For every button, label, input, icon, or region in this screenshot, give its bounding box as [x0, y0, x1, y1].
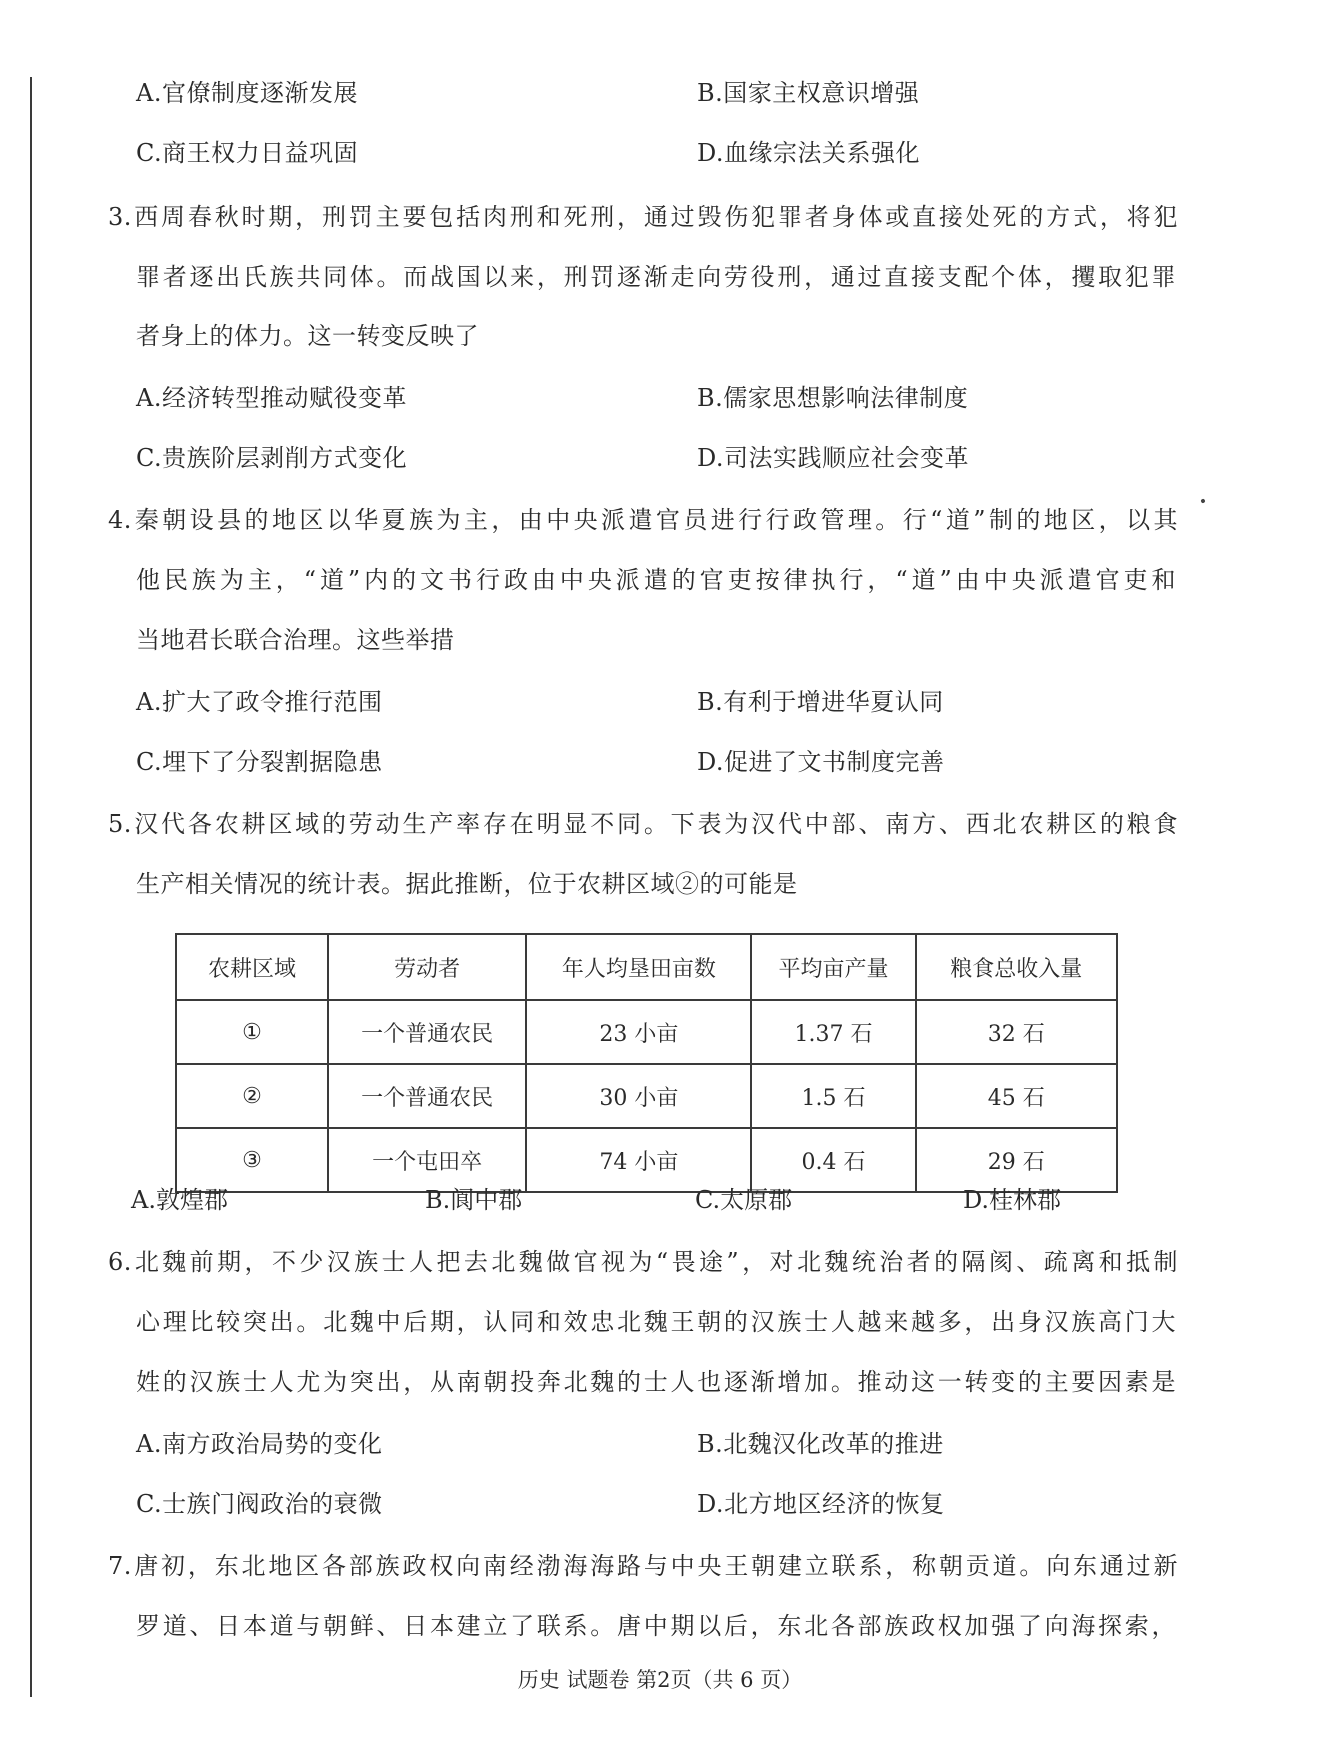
q7-stem-line-2: 罗道、日本道与朝鲜、日本建立了联系。唐中期以后，东北各部族政权加强了向海探索，: [136, 1612, 1176, 1640]
q4-option-c: C.埋下了分裂割据隐患: [136, 748, 383, 776]
q5-option-c: C.太原郡: [695, 1186, 793, 1214]
q3-option-b: B.儒家思想影响法律制度: [697, 384, 969, 412]
q4-stem-line-1: 4.秦朝设县的地区以华夏族为主，由中央派遣官员进行行政管理。行“道”制的地区，以其: [108, 506, 1178, 534]
table-cell: 一个屯田卒: [328, 1128, 526, 1192]
table-cell: 1.37 石: [751, 1000, 915, 1064]
q5-option-b: B.阆中郡: [425, 1186, 523, 1214]
q6-stem-line-3: 姓的汉族士人尤为突出，从南朝投奔北魏的士人也逐渐增加。推动这一转变的主要因素是: [136, 1368, 1176, 1396]
q2-option-d: D.血缘宗法关系强化: [697, 139, 921, 167]
table-cell: 0.4 石: [751, 1128, 915, 1192]
scan-speck: [1200, 498, 1205, 503]
q3-option-a: A.经济转型推动赋役变革: [136, 384, 407, 412]
table-cell: ②: [176, 1064, 328, 1128]
q2-option-c: C.商王权力日益巩固: [136, 139, 359, 167]
table-header-row: [176, 934, 1117, 1000]
q5-option-a: A.敦煌郡: [131, 1186, 228, 1214]
table-cell: ①: [176, 1000, 328, 1064]
q2-option-a: A.官僚制度逐渐发展: [136, 79, 358, 107]
q4-option-a: A.扩大了政令推行范围: [136, 688, 383, 716]
q4-stem-line-3: 当地君长联合治理。这些举措: [136, 626, 455, 654]
table-cell: 74 小亩: [526, 1128, 751, 1192]
table-cell: 45 石: [916, 1064, 1117, 1128]
table-header-cell: 年人均垦田亩数: [526, 934, 751, 1000]
table-row: [176, 1064, 1117, 1128]
binding-margin-line: [30, 77, 32, 1697]
q3-stem-line-1: 3.西周春秋时期，刑罚主要包括肉刑和死刑，通过毁伤犯罪者身体或直接处死的方式，将犯: [108, 203, 1178, 231]
table-header-cell: 劳动者: [328, 934, 526, 1000]
q6-option-a: A.南方政治局势的变化: [136, 1430, 383, 1458]
q7-stem-line-1: 7.唐初，东北地区各部族政权向南经渤海海路与中央王朝建立联系，称朝贡道。向东通过新: [108, 1552, 1178, 1580]
table-cell: 29 石: [916, 1128, 1117, 1192]
page-footer: 历史 试题卷 第2页（共 6 页）: [517, 1668, 803, 1692]
q3-option-c: C.贵族阶层剥削方式变化: [136, 444, 408, 472]
q2-option-b: B.国家主权意识增强: [697, 79, 920, 107]
q4-option-d: D.促进了文书制度完善: [697, 748, 945, 776]
q4-option-b: B.有利于增进华夏认同: [697, 688, 944, 716]
q3-option-d: D.司法实践顺应社会变革: [697, 444, 970, 472]
grain-production-table: [175, 933, 1118, 1193]
table-header-cell: 平均亩产量: [751, 934, 915, 1000]
table-cell: 30 小亩: [526, 1064, 751, 1128]
q3-stem-line-3: 者身上的体力。这一转变反映了: [136, 322, 479, 350]
q6-option-b: B.北魏汉化改革的推进: [697, 1430, 944, 1458]
q6-stem-line-1: 6.北魏前期，不少汉族士人把去北魏做官视为“畏途”，对北魏统治者的隔阂、疏离和抵制: [108, 1248, 1178, 1276]
table-cell: 1.5 石: [751, 1064, 915, 1128]
q4-stem-line-2: 他民族为主，“道”内的文书行政由中央派遣的官吏按律执行，“道”由中央派遣官吏和: [136, 566, 1176, 594]
table-cell: ③: [176, 1128, 328, 1192]
q5-option-d: D.桂林郡: [963, 1186, 1062, 1214]
q5-stem-line-1: 5.汉代各农耕区域的劳动生产率存在明显不同。下表为汉代中部、南方、西北农耕区的粮食: [108, 810, 1178, 838]
table-header-cell: 粮食总收入量: [916, 934, 1117, 1000]
table-cell: 一个普通农民: [328, 1064, 526, 1128]
table-row: [176, 1000, 1117, 1064]
table-header-cell: 农耕区域: [176, 934, 328, 1000]
q6-option-d: D.北方地区经济的恢复: [697, 1490, 945, 1518]
table-cell: 32 石: [916, 1000, 1117, 1064]
q6-option-c: C.士族门阀政治的衰微: [136, 1490, 383, 1518]
table-cell: 一个普通农民: [328, 1000, 526, 1064]
q6-stem-line-2: 心理比较突出。北魏中后期，认同和效忠北魏王朝的汉族士人越来越多，出身汉族高门大: [136, 1308, 1176, 1336]
q5-stem-line-2: 生产相关情况的统计表。据此推断，位于农耕区域②的可能是: [136, 870, 798, 898]
q3-stem-line-2: 罪者逐出氏族共同体。而战国以来，刑罚逐渐走向劳役刑，通过直接支配个体，攫取犯罪: [136, 263, 1176, 291]
table-cell: 23 小亩: [526, 1000, 751, 1064]
